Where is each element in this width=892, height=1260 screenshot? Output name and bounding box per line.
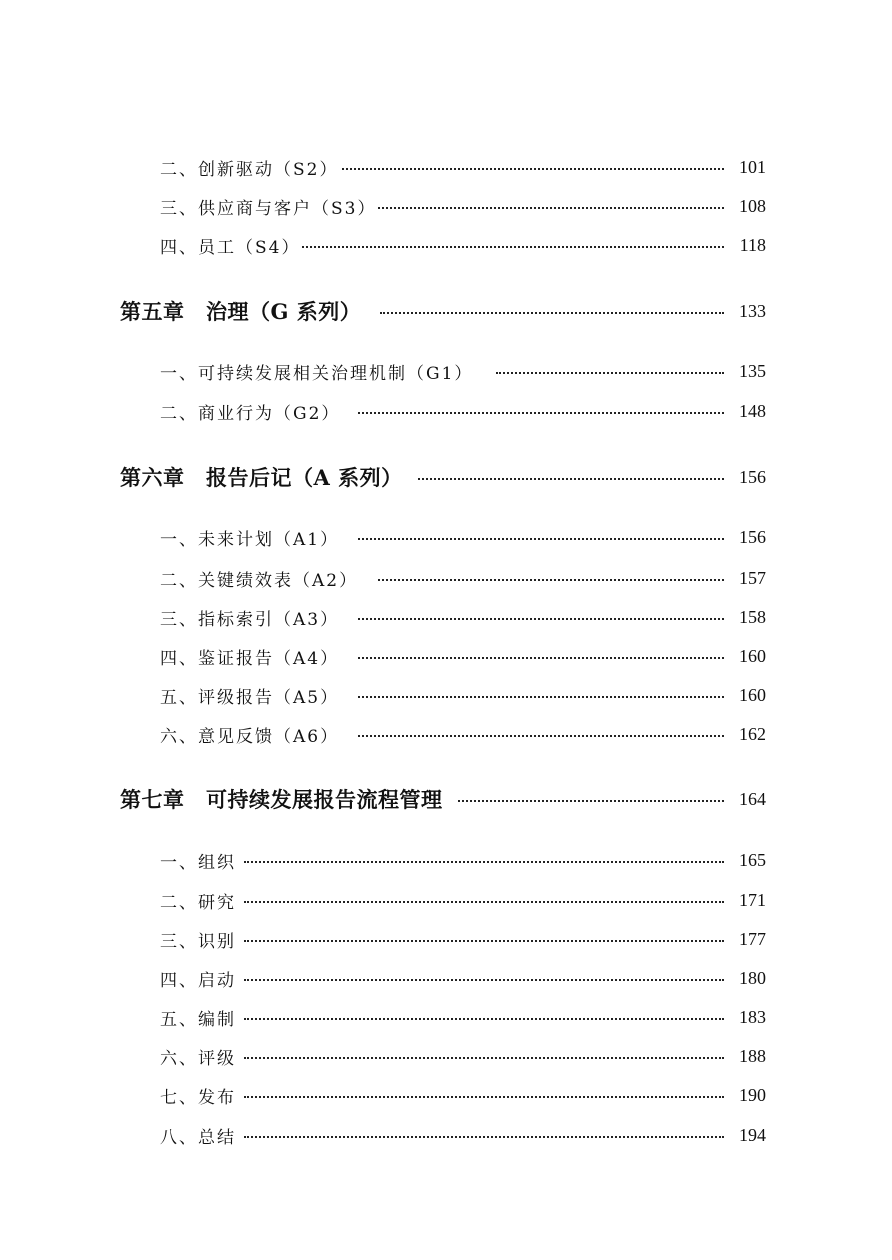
toc-entry-label: 二、研究 [160, 892, 236, 913]
toc-entry[interactable] [0, 396, 892, 426]
dot-leader [244, 1136, 724, 1138]
dot-leader [378, 579, 724, 581]
toc-entry-page: 183 [739, 1006, 766, 1027]
toc-chapter-page: 133 [739, 300, 766, 321]
dot-leader [496, 372, 724, 374]
dot-leader [378, 207, 724, 209]
toc-entry-page: 158 [739, 606, 766, 627]
toc-entry[interactable] [0, 522, 892, 552]
toc-entry-label: 二、关键绩效表（A2） [160, 570, 359, 591]
toc-chapter-page: 156 [739, 466, 766, 487]
toc-entry[interactable] [0, 1002, 892, 1032]
toc-entry-page: 171 [739, 889, 766, 910]
toc-entry[interactable] [0, 356, 892, 386]
toc-entry-label: 五、评级报告（A5） [160, 687, 340, 708]
toc-entry-label: 五、编制 [160, 1009, 236, 1030]
toc-entry-page: 180 [739, 967, 766, 988]
toc-entry[interactable] [0, 602, 892, 632]
toc-entry-page: 118 [739, 234, 766, 255]
toc-entry[interactable] [0, 1120, 892, 1150]
toc-entry-page: 157 [739, 567, 766, 588]
toc-entry[interactable] [0, 230, 892, 260]
toc-entry[interactable] [0, 191, 892, 221]
dot-leader [244, 979, 724, 981]
dot-leader [342, 168, 724, 170]
toc-entry[interactable] [0, 152, 892, 182]
toc-entry-label: 二、商业行为（G2） [160, 403, 341, 424]
dot-leader [244, 940, 724, 942]
toc-entry[interactable] [0, 563, 892, 593]
dot-leader [380, 312, 724, 314]
toc-chapter-label: 第七章 可持续发展报告流程管理 [120, 787, 443, 812]
toc-chapter[interactable] [0, 296, 892, 326]
dot-leader [244, 901, 724, 903]
toc-chapter[interactable] [0, 462, 892, 492]
dot-leader [358, 618, 724, 620]
toc-entry-label: 一、组织 [160, 852, 236, 873]
dot-leader [458, 800, 724, 802]
toc-entry-page: 162 [739, 723, 766, 744]
toc-chapter-label: 第五章 治理（G 系列） [120, 299, 362, 324]
toc-entry[interactable] [0, 1041, 892, 1071]
toc-entry-label: 三、识别 [160, 931, 236, 952]
toc-entry-page: 108 [739, 195, 766, 216]
dot-leader [244, 861, 724, 863]
toc-entry-label: 八、总结 [160, 1127, 236, 1148]
toc-entry[interactable] [0, 1080, 892, 1110]
toc-chapter-label: 第六章 报告后记（A 系列） [120, 465, 403, 490]
toc-entry-page: 165 [739, 849, 766, 870]
toc-entry-label: 四、鉴证报告（A4） [160, 648, 340, 669]
dot-leader [358, 538, 724, 540]
dot-leader [358, 696, 724, 698]
toc-entry-label: 六、意见反馈（A6） [160, 726, 340, 747]
toc-entry-label: 三、供应商与客户（S3） [160, 198, 377, 219]
toc-entry-page: 194 [739, 1124, 766, 1145]
dot-leader [358, 412, 724, 414]
toc-entry-label: 四、启动 [160, 970, 236, 991]
toc-entry-label: 六、评级 [160, 1048, 236, 1069]
toc-entry[interactable] [0, 845, 892, 875]
toc-entry-label: 四、员工（S4） [160, 237, 301, 258]
toc-entry-label: 一、可持续发展相关治理机制（G1） [160, 363, 474, 384]
dot-leader [358, 657, 724, 659]
dot-leader [244, 1057, 724, 1059]
toc-entry-page: 188 [739, 1045, 766, 1066]
toc-entry[interactable] [0, 641, 892, 671]
toc-entry[interactable] [0, 963, 892, 993]
toc-entry-page: 148 [739, 400, 766, 421]
toc-entry-page: 156 [739, 526, 766, 547]
toc-chapter-page: 164 [739, 788, 766, 809]
dot-leader [418, 478, 724, 480]
toc-entry-label: 二、创新驱动（S2） [160, 159, 339, 180]
toc-entry[interactable] [0, 719, 892, 749]
toc-entry-page: 135 [739, 360, 766, 381]
toc-entry-page: 190 [739, 1084, 766, 1105]
toc-entry-page: 101 [739, 156, 766, 177]
toc-entry-label: 三、指标索引（A3） [160, 609, 340, 630]
dot-leader [358, 735, 724, 737]
toc-entry[interactable] [0, 885, 892, 915]
toc-entry-label: 七、发布 [160, 1087, 236, 1108]
toc-entry[interactable] [0, 680, 892, 710]
toc-entry-page: 160 [739, 684, 766, 705]
dot-leader [244, 1018, 724, 1020]
toc-entry-page: 177 [739, 928, 766, 949]
dot-leader [244, 1096, 724, 1098]
toc-entry-label: 一、未来计划（A1） [160, 529, 340, 550]
toc-entry-page: 160 [739, 645, 766, 666]
toc-entry[interactable] [0, 924, 892, 954]
dot-leader [302, 246, 724, 248]
toc-chapter[interactable] [0, 784, 892, 814]
